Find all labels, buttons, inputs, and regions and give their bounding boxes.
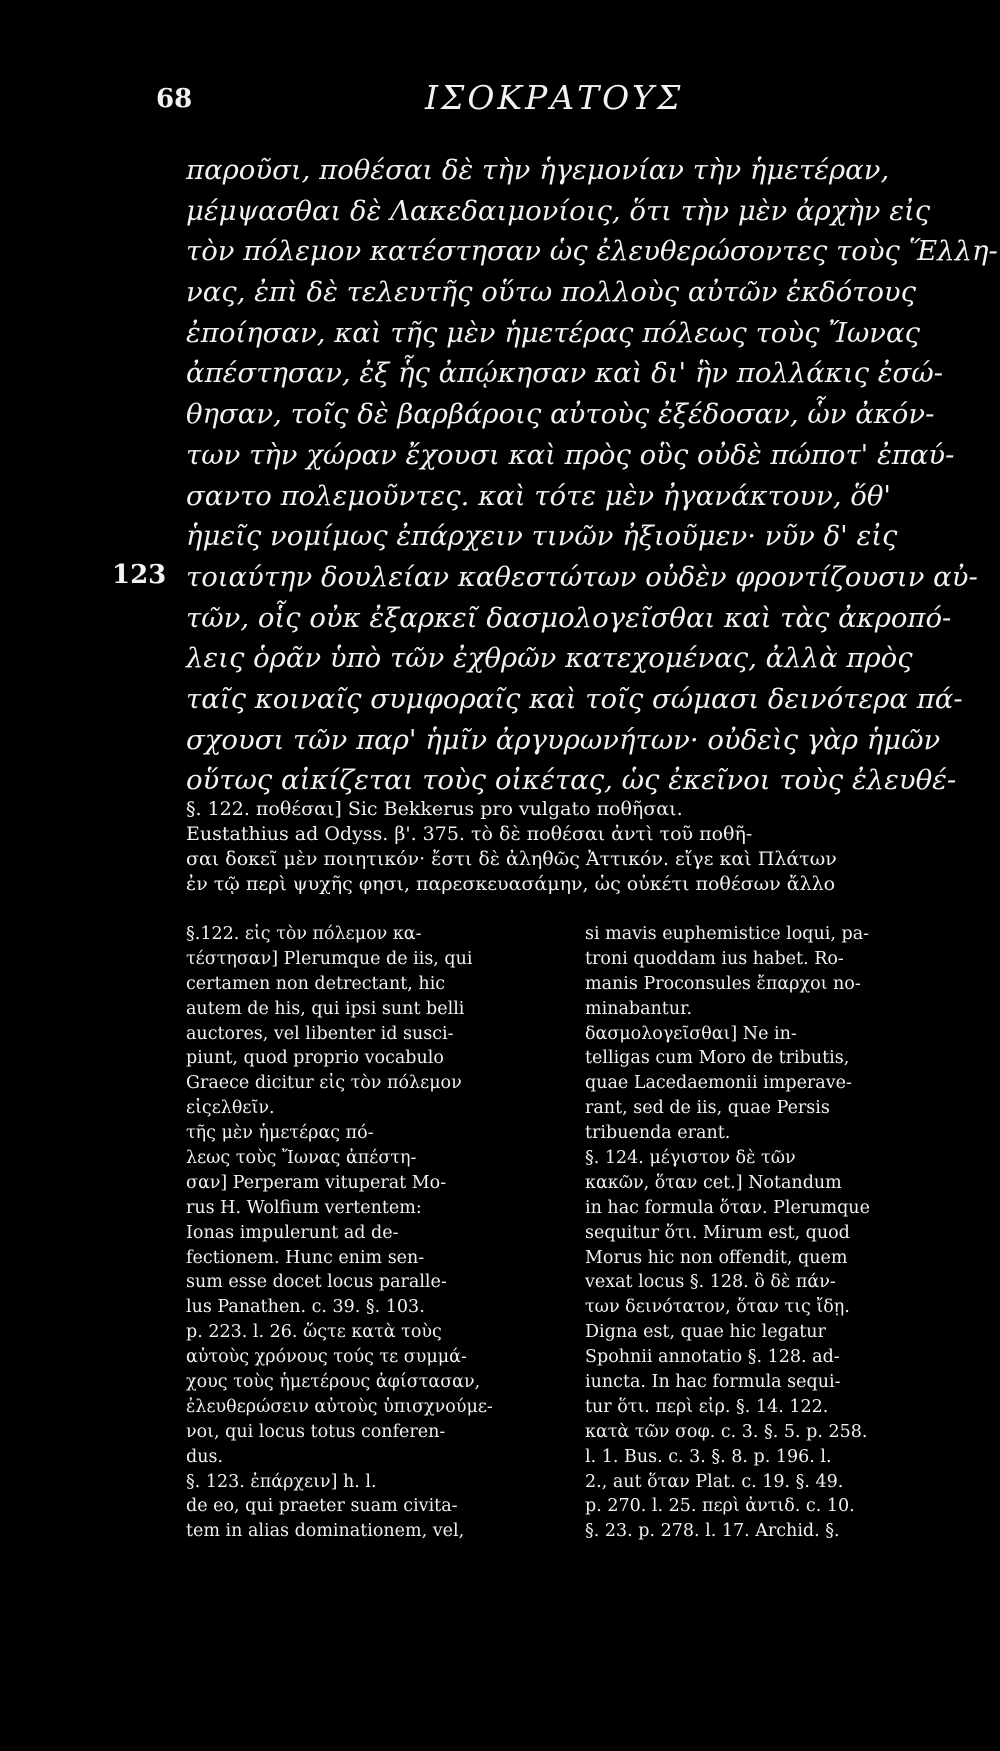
footnote-line: vexat locus §. 128. ὃ δὲ πάν-: [585, 1272, 836, 1293]
text-line: παροῦσι, ποθέσαι δὲ τὴν ἡγεμονίαν τὴν ἡμετέραν,: [186, 154, 890, 186]
footnote-line: minabantur.: [585, 998, 693, 1019]
footnote-line: ἐν τῷ περὶ ψυχῆς φησι, παρεσκευασάμην, ὡς οὐκέτι ποθέσων ἄλλο: [186, 873, 836, 895]
footnote-line: rant, sed de iis, quae Persis: [585, 1098, 830, 1119]
footnote-line: ἐλευθερώσειν αὐτοὺς ὑπισχνούμε-: [186, 1396, 493, 1417]
footnote-full-width: [186, 797, 956, 897]
footnote-line: αὐτοὺς χρόνους τούς τε συμμά-: [186, 1347, 467, 1368]
footnote-line: quae Lacedaemonii imperave-: [585, 1073, 852, 1094]
footnote-line: 2., aut ὅταν Plat. c. 19. §. 49.: [585, 1471, 844, 1492]
main-greek-text: [186, 150, 998, 801]
footnote-line: troni quoddam ius habet. Ro-: [585, 948, 844, 969]
footnote-line: iuncta. In hac formula sequi-: [585, 1372, 841, 1393]
footnote-line: κακῶν, ὅταν cet.] Notandum: [585, 1172, 842, 1193]
text-line: ταῖς κοιναῖς συμφοραῖς καὶ τοῖς σώμασι δεινότερα πά-: [186, 682, 963, 715]
footnote-line: sequitur ὅτι. Mirum est, quod: [585, 1222, 850, 1243]
footnote-line: piunt, quod proprio vocabulo: [186, 1048, 444, 1069]
text-line: οὕτως αἰκίζεται τοὺς οἰκέτας, ὡς ἐκεῖνοι τοὺς ἐλευθέ-: [186, 764, 957, 797]
footnote-line: τῆς μὲν ἡμετέρας πό-: [186, 1123, 374, 1144]
text-line: ἀπέστησαν, ἐξ ἧς ἀπῴκησαν καὶ δι' ἣν πολλάκις ἐσώ-: [186, 357, 944, 390]
footnote-line: εἰςελθεῖν.: [186, 1098, 275, 1119]
footnote-line: σαν] Perperam vituperat Mo-: [186, 1172, 447, 1193]
footnote-column-left: [186, 922, 561, 1544]
text-line: τοιαύτην δουλείαν καθεστώτων οὐδὲν φροντίζουσιν αὐ-: [186, 560, 978, 593]
footnote-line: σαι δοκεῖ μὲν ποιητικόν· ἔστι δὲ ἀληθῶς Ἀττικόν. εἴγε καὶ Πλάτων: [186, 848, 837, 870]
footnote-line: Eustathius ad Odyss. β'. 375. τὸ δὲ ποθέσαι ἀντὶ τοῦ ποθῆ-: [186, 823, 753, 845]
footnote-line: in hac formula ὅταν. Plerumque: [585, 1197, 870, 1218]
footnote-line: telligas cum Moro de tributis,: [585, 1048, 850, 1069]
footnote-line: Morus hic non offendit, quem: [585, 1247, 848, 1268]
margin-section-number: 123: [112, 560, 167, 590]
text-line: μέμψασθαι δὲ Λακεδαιμονίοις, ὅτι τὴν μὲν ἀρχὴν εἰς: [186, 194, 931, 227]
footnote-line: rus H. Wolfium vertentem:: [186, 1197, 422, 1218]
footnote-line: p. 223. l. 26. ὥςτε κατὰ τοὺς: [186, 1322, 442, 1343]
footnote-line: §. 124. μέγιστον δὲ τῶν: [585, 1148, 796, 1169]
text-line: ἡμεῖς νομίμως ἐπάρχειν τινῶν ἠξιοῦμεν· νῦν δ' εἰς: [186, 520, 898, 553]
text-line: θησαν, τοῖς δὲ βαρβάροις αὐτοὺς ἐξέδοσαν, ὧν ἀκόν-: [186, 398, 935, 431]
text-line: σχουσι τῶν παρ' ἡμῖν ἀργυρωνήτων· οὐδεὶς γὰρ ἡμῶν: [186, 723, 941, 756]
footnote-line: §. 23. p. 278. l. 17. Archid. §.: [585, 1521, 840, 1542]
text-line: λεις ὁρᾶν ὑπὸ τῶν ἐχθρῶν κατεχομένας, ἀλλὰ πρὸς: [186, 642, 913, 675]
footnote-line: certamen non detrectant, hic: [186, 973, 446, 994]
text-line: των τὴν χώραν ἔχουσι καὶ πρὸς οὓς οὐδὲ πώποτ' ἐπαύ-: [186, 438, 955, 471]
running-title: ΙΣΟΚΡΑΤΟΥΣ: [425, 78, 684, 117]
text-line: σαντο πολεμοῦντες. καὶ τότε μὲν ἠγανάκτουν, ὅθ': [186, 479, 891, 512]
footnote-line: manis Proconsules ἔπαρχοι no-: [585, 973, 861, 994]
footnote-line: των δεινότατον, ὅταν τις ἴδῃ.: [585, 1297, 850, 1318]
footnote-line: §. 122. ποθέσαι] Sic Bekkerus pro vulgato ποθῆσαι.: [186, 798, 683, 820]
footnote-line: Graece dicitur εἰς τὸν πόλεμον: [186, 1073, 462, 1094]
footnote-line: de eo, qui praeter suam civita-: [186, 1496, 458, 1517]
footnote-line: §. 123. ἐπάρχειν] h. l.: [186, 1471, 377, 1492]
footnote-line: tem in alias dominationem, vel,: [186, 1521, 465, 1542]
text-line: ἐποίησαν, καὶ τῆς μὲν ἡμετέρας πόλεως τοὺς Ἴωνας: [186, 316, 921, 349]
footnote-line: Digna est, quae hic legatur: [585, 1322, 826, 1343]
footnote-line: tribuenda erant.: [585, 1123, 731, 1144]
footnote-line: lus Panathen. c. 39. §. 103.: [186, 1297, 425, 1318]
text-line: τὸν πόλεμον κατέστησαν ὡς ἐλευθερώσοντες τοὺς Ἕλλη-: [186, 235, 998, 268]
footnote-line: §.122. εἰς τὸν πόλεμον κα-: [186, 924, 422, 944]
footnote-line: λεως τοὺς Ἴωνας ἀπέστη-: [186, 1148, 417, 1169]
footnote-line: autem de his, qui ipsi sunt belli: [186, 998, 465, 1019]
footnote-line: Ionas impulerunt ad de-: [186, 1222, 399, 1243]
footnote-line: dus.: [186, 1446, 224, 1467]
page-header: [0, 78, 1000, 118]
footnote-line: τέστησαν] Plerumque de iis, qui: [186, 948, 473, 969]
footnote-line: si mavis euphemistice loqui, pa-: [585, 924, 870, 944]
footnote-column-right: [585, 922, 960, 1544]
text-line: τῶν, οἷς οὐκ ἐξαρκεῖ δασμολογεῖσθαι καὶ τὰς ἀκροπό-: [186, 601, 952, 634]
footnote-line: tur ὅτι. περὶ εἰρ. §. 14. 122.: [585, 1396, 829, 1417]
footnote-line: fectionem. Hunc enim sen-: [186, 1247, 425, 1268]
footnote-line: δασμολογεῖσθαι] Ne in-: [585, 1023, 797, 1044]
footnote-line: auctores, vel libenter id susci-: [186, 1023, 454, 1044]
text-line: νας, ἐπὶ δὲ τελευτῆς οὕτω πολλοὺς αὐτῶν ἐκδότους: [186, 276, 917, 309]
footnote-line: sum esse docet locus paralle-: [186, 1272, 447, 1293]
footnote-line: p. 270. l. 25. περὶ ἀντιδ. c. 10.: [585, 1496, 855, 1517]
page-number: 68: [156, 84, 193, 114]
footnote-line: νοι, qui locus totus conferen-: [186, 1421, 446, 1442]
footnote-line: Spohnii annotatio §. 128. ad-: [585, 1347, 840, 1368]
footnote-line: κατὰ τῶν σοφ. c. 3. §. 5. p. 258.: [585, 1421, 868, 1442]
footnote-line: l. 1. Bus. c. 3. §. 8. p. 196. l.: [585, 1446, 832, 1467]
footnote-line: χους τοὺς ἡμετέρους ἀφίστασαν,: [186, 1372, 481, 1393]
